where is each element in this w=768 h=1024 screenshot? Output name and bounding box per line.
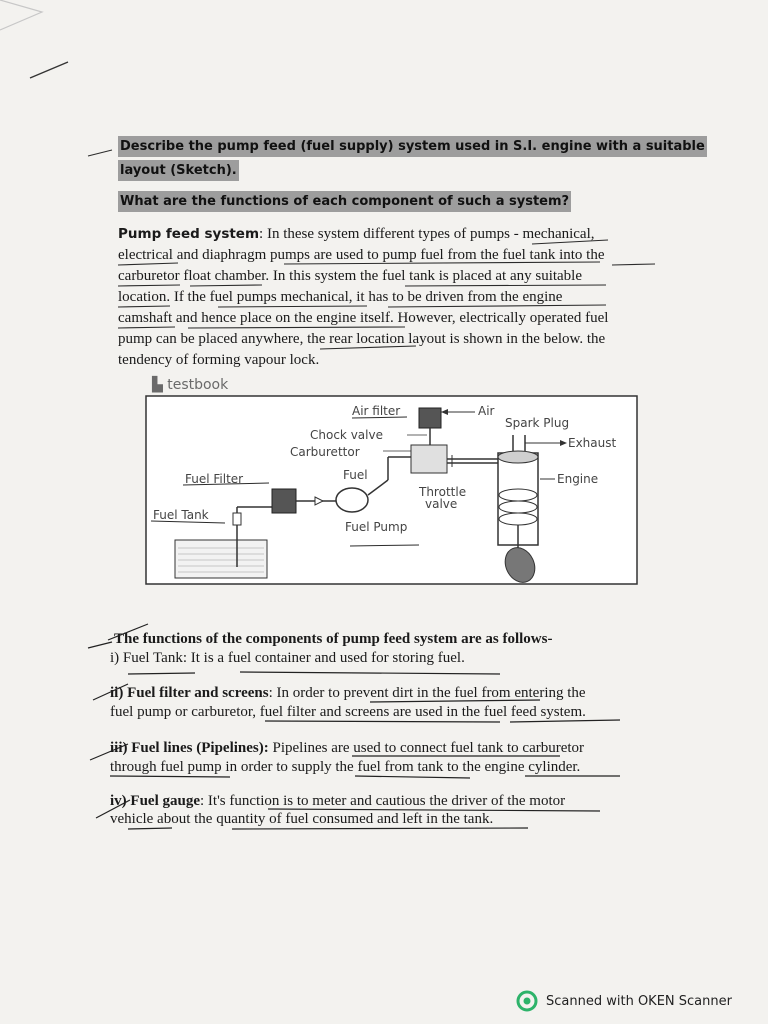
- functions-title: The functions of the components of pump feed system are as follows-: [114, 631, 553, 647]
- pump-feed-line-5: camshaft and hence place on the engine itself. However, electrically operated fuel: [118, 310, 609, 326]
- function-iv-cont: vehicle about the quantity of fuel consumed and left in the tank.: [110, 811, 494, 827]
- question-1-line-1: Describe the pump feed (fuel supply) system used in S.I. engine with a suitable: [118, 136, 707, 157]
- pump-feed-line-4: location. If the fuel pumps mechanical, it has to be driven from the engine: [118, 289, 563, 305]
- function-iii-line-1: Pipelines are used to connect fuel tank to carburetor: [268, 740, 585, 756]
- scanner-text: Scanned with OKEN Scanner: [546, 993, 732, 1009]
- pump-feed-lead: Pump feed system: [118, 226, 260, 242]
- testbook-brand: ▙ testbook: [152, 377, 229, 393]
- function-iii-label: iii) Fuel lines (Pipelines):: [110, 740, 269, 756]
- label-air: Air: [478, 404, 495, 418]
- function-iv-line-1: : It's function is to meter and cautious the driver of the motor: [200, 793, 566, 809]
- label-chock-valve: Chock valve: [310, 428, 383, 442]
- label-throttle-1: Throttle: [419, 485, 467, 499]
- label-air-filter: Air filter: [352, 404, 401, 418]
- pump-feed-line-6: pump can be placed anywhere, the rear location layout is shown in the below. the: [118, 331, 606, 347]
- label-engine: Engine: [557, 472, 599, 486]
- function-iii-cont: through fuel pump in order to supply the fuel from tank to the engine cylinder.: [110, 759, 581, 775]
- pump-feed-line-2: electrical and diaphragm pumps are used to pump fuel from the fuel tank into the: [118, 247, 605, 263]
- pump-feed-line-7: tendency of forming vapour lock.: [118, 352, 320, 368]
- label-exhaust: Exhaust: [568, 436, 617, 450]
- function-ii-cont: fuel pump or carburetor, fuel filter and screens are used in the fuel feed system.: [110, 704, 586, 720]
- label-fuel-tank: Fuel Tank: [153, 508, 209, 522]
- label-fuel-pump: Fuel Pump: [345, 520, 408, 534]
- function-ii-label: ii) Fuel filter and screens: [110, 685, 269, 701]
- label-spark-plug: Spark Plug: [505, 416, 570, 430]
- function-i-text: : It is a fuel container and used for storing fuel.: [182, 650, 465, 666]
- function-iv-label: iv) Fuel gauge: [110, 793, 200, 809]
- scanner-watermark: [516, 990, 732, 1012]
- pump-feed-line-3: carburetor float chamber. In this system the fuel tank is placed at any suitable: [118, 268, 583, 284]
- pump-feed-line-1: Pump feed system: In these system different types of pumps - mechanical,: [118, 226, 595, 242]
- function-ii-line-1: : In order to prevent dirt in the fuel from entering the: [268, 685, 586, 701]
- question-2: What are the functions of each component of such a system?: [118, 191, 571, 212]
- label-carburettor: Carburettor: [290, 445, 360, 459]
- label-throttle-2: valve: [425, 497, 458, 511]
- label-fuel-filter: Fuel Filter: [185, 472, 244, 486]
- function-i-label: i) Fuel Tank: [110, 650, 183, 666]
- label-fuel: Fuel: [343, 468, 368, 482]
- question-1-line-2: layout (Sketch).: [118, 160, 239, 181]
- oken-scanner-logo-icon: [516, 990, 538, 1012]
